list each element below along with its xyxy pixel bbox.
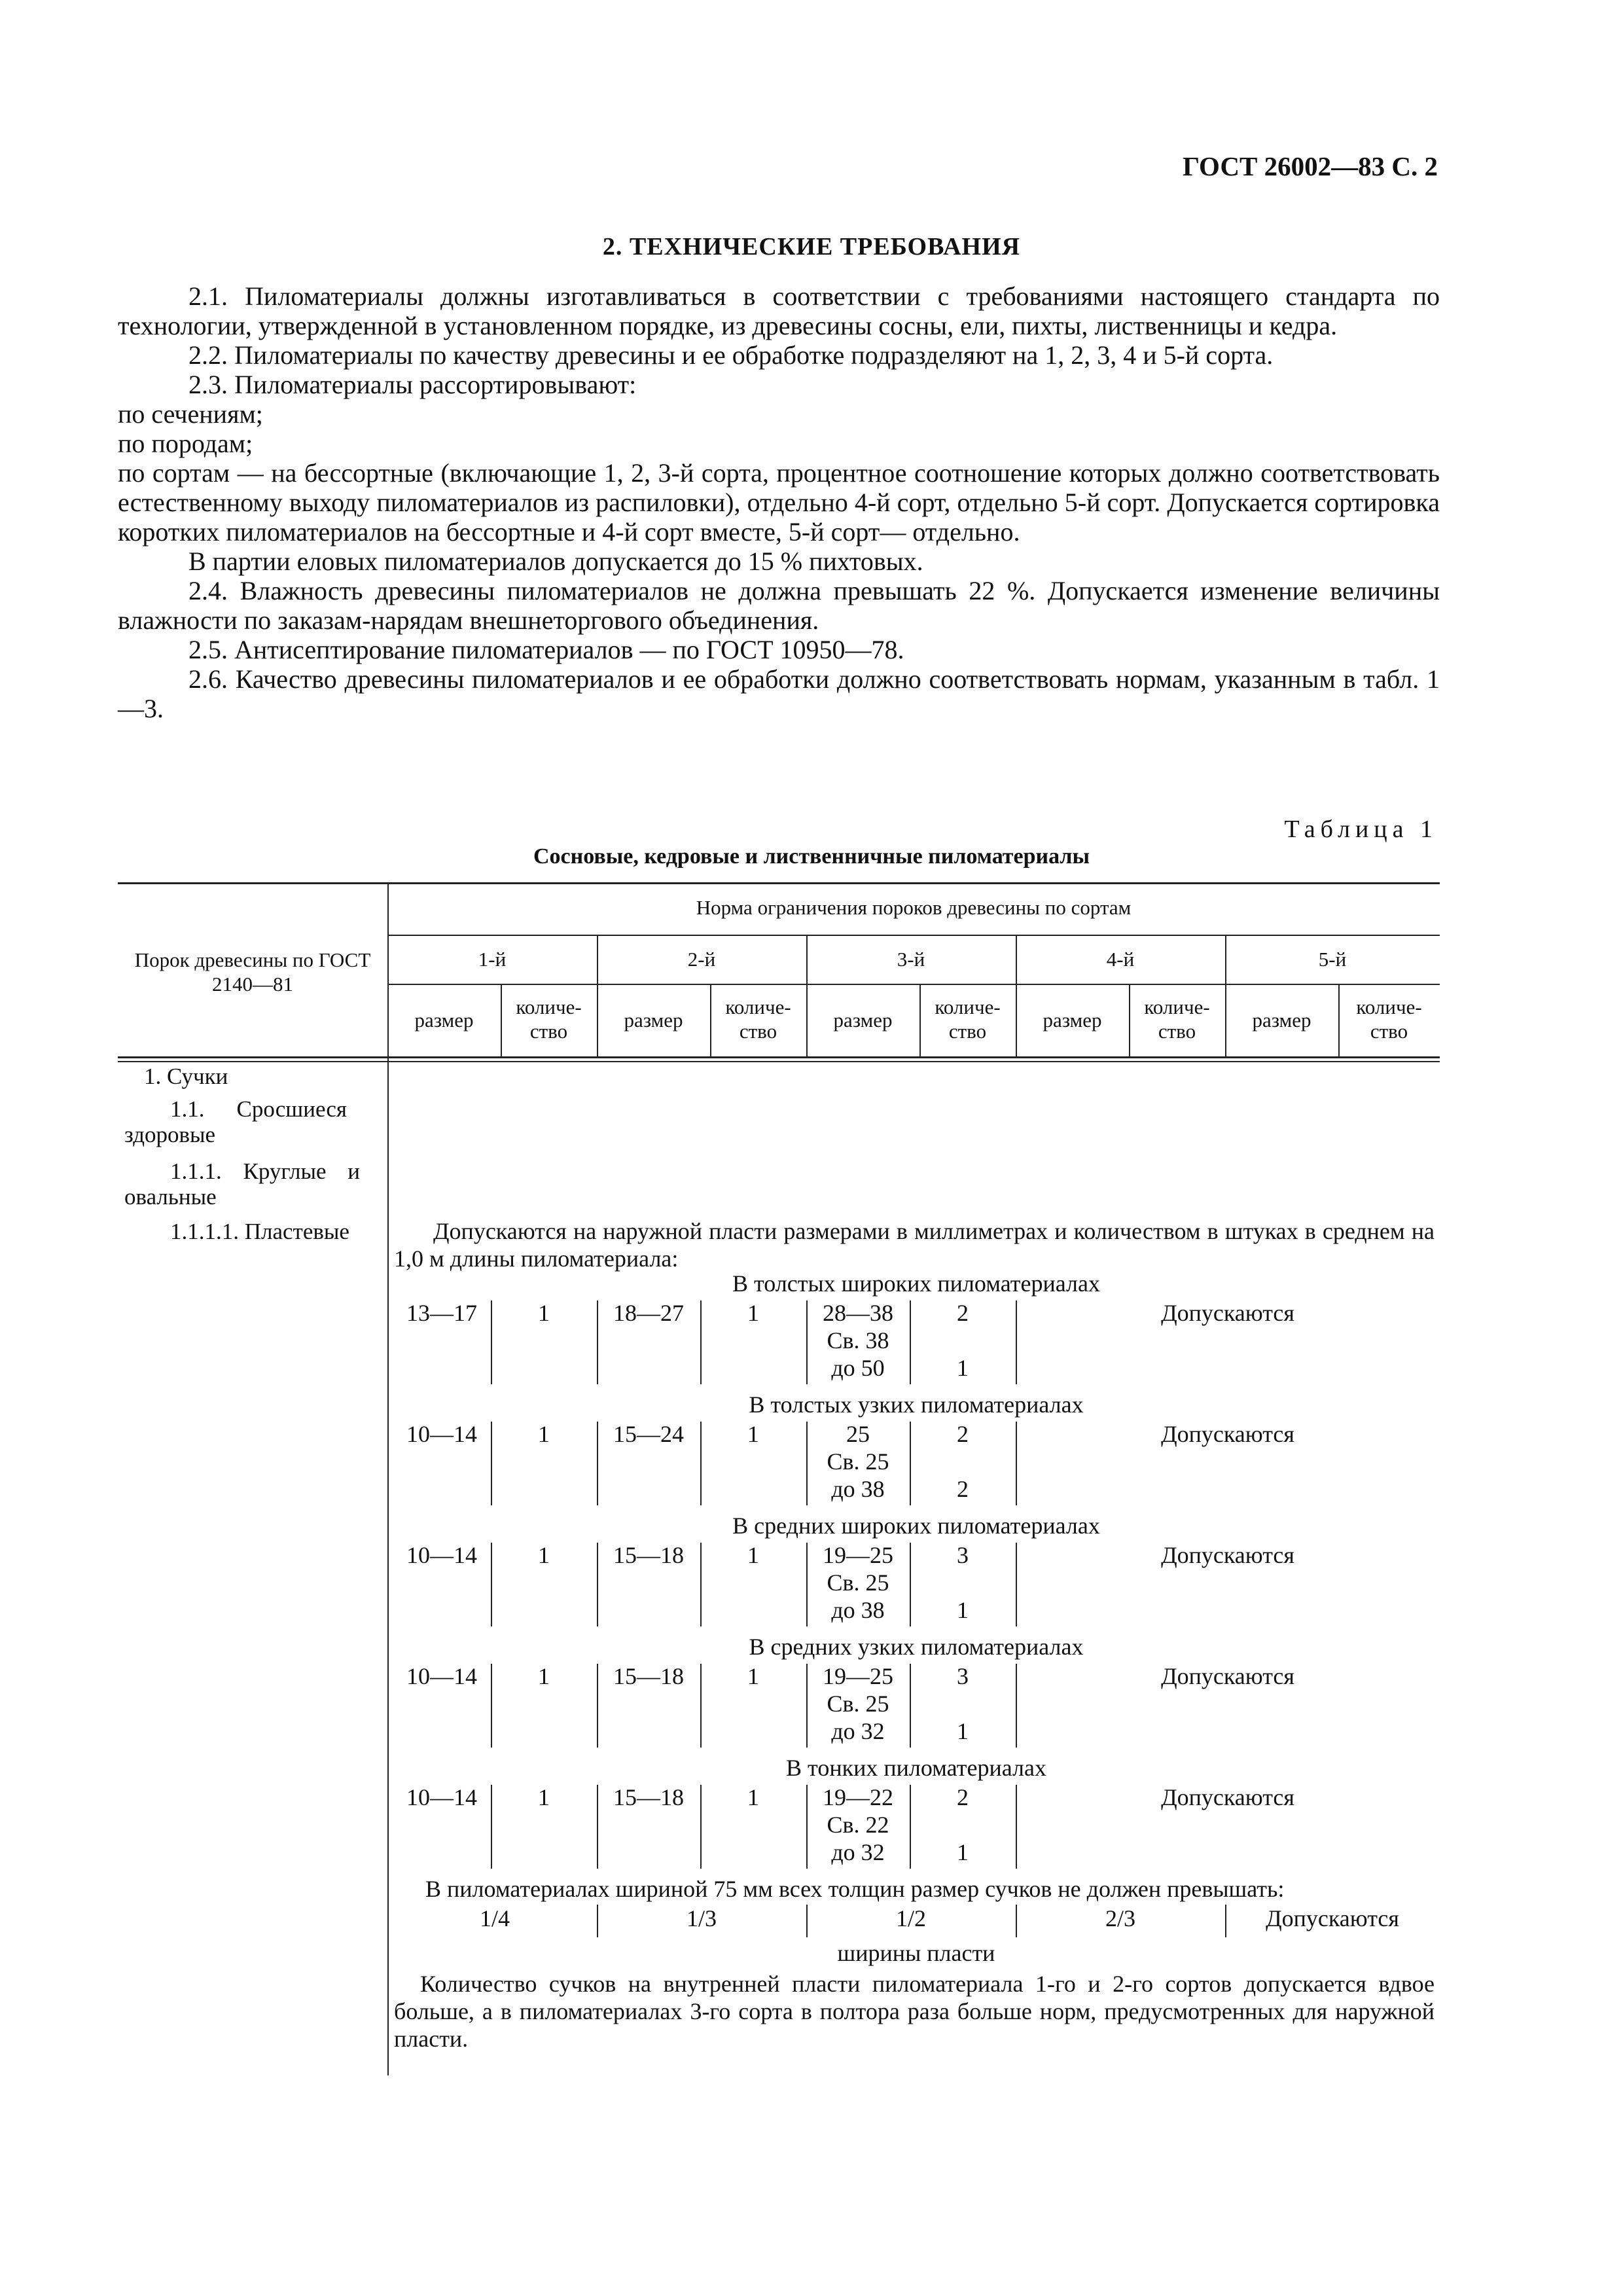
- grade3-count: 2: [957, 1421, 969, 1447]
- grade2-size: 18—27: [613, 1300, 684, 1326]
- grade-header: 5-й: [1318, 948, 1347, 971]
- spruce-batch-note: В партии еловых пиломатериалов допускается до 15 % пихтовых.: [188, 547, 923, 576]
- grades-4-5-value: Допускаются: [1161, 1663, 1294, 1689]
- width75-text: В пиломатериалах шириной 75 мм всех толщин размер сучков не должен превышать:: [425, 1876, 1285, 1902]
- group-title: В толстых широких пиломатериалах: [732, 1270, 1100, 1297]
- count-header: количе-ство: [1356, 996, 1422, 1043]
- grade2-count: 1: [747, 1663, 759, 1689]
- grade3-count: 2: [957, 1476, 969, 1502]
- norm-rule: [387, 935, 1440, 936]
- grade3-size: 19—25: [823, 1663, 893, 1689]
- grade3-count: 1: [957, 1355, 969, 1381]
- document-reference: ГОСТ 26002—83 С. 2: [1182, 151, 1438, 181]
- count-header: количе-ство: [935, 996, 1001, 1043]
- grade3-size: Св. 38: [827, 1327, 889, 1354]
- grade1-size: 10—14: [406, 1784, 477, 1810]
- grade2-size: 15—18: [613, 1663, 684, 1689]
- defect-item: 1.1.1. Круглые и овальные: [124, 1158, 360, 1210]
- grade1-count: 1: [538, 1663, 550, 1689]
- grade1-size: 10—14: [406, 1421, 477, 1447]
- grade3-count: 1: [957, 1718, 969, 1744]
- size-header: размер: [624, 1009, 683, 1031]
- paragraph-2-4: 2.4. Влажность древесины пиломатериалов не должна превышать 22 %. Допускается изменение величины влажности по заказам-нарядам внешнеторгового объединения.: [118, 576, 1440, 635]
- grade3-size: 19—22: [823, 1784, 893, 1810]
- width75-value: 1/2: [895, 1905, 926, 1931]
- grade3-size: Св. 25: [827, 1448, 889, 1475]
- grade3-count: 2: [957, 1784, 969, 1810]
- defect-col-divider: [387, 882, 389, 2075]
- grade2-count: 1: [747, 1300, 759, 1326]
- size-header: размер: [414, 1009, 474, 1031]
- grade1-size: 10—14: [406, 1663, 477, 1689]
- grade2-count: 1: [747, 1542, 759, 1568]
- grades-4-5-value: Допускаются: [1161, 1300, 1294, 1326]
- grade-header: 4-й: [1106, 948, 1135, 971]
- width75-value: 1/3: [686, 1905, 717, 1931]
- grades-4-5-value: Допускаются: [1161, 1542, 1294, 1568]
- norm-header: Норма ограничения пороков древесины по сортам: [696, 896, 1132, 919]
- grade3-size: до 38: [831, 1476, 885, 1502]
- header-bottom-rule-2: [118, 1061, 1440, 1062]
- grade3-count: 3: [957, 1663, 969, 1689]
- defect-item: 1. Сучки: [144, 1064, 228, 1089]
- size-header: размер: [833, 1009, 893, 1031]
- count-header: количе-ство: [1144, 996, 1210, 1043]
- grade1-count: 1: [538, 1300, 550, 1326]
- width75-footer: ширины пласти: [837, 1940, 995, 1966]
- group-title: В средних узких пиломатериалах: [749, 1634, 1084, 1660]
- grade-header: 1-й: [478, 948, 507, 971]
- grade3-count: 3: [957, 1542, 969, 1568]
- table-top-rule: [118, 882, 1440, 884]
- grade1-size: 10—14: [406, 1542, 477, 1568]
- grade3-size: 28—38: [823, 1300, 893, 1326]
- grades-4-5-value: Допускаются: [1161, 1421, 1294, 1447]
- grade2-size: 15—18: [613, 1784, 684, 1810]
- sort-by-sections: по сечениям;: [118, 399, 263, 429]
- grade3-size: Св. 22: [827, 1812, 889, 1838]
- sort-by-grades: по сортам — на бессортные (включающие 1, 2, 3-й сорта, процентное соотношение которых должно соответствовать естественному выходу пиломатериалов из распиловки), отдельно 4-й сорт, отдельно 5-й сорт. Допускается сортировка коротких пиломатериалов на бессортные и 4-й сорт вместе, 5-й сорт— отдельно.: [118, 458, 1440, 547]
- grade2-count: 1: [747, 1784, 759, 1810]
- defect-item: 1.1. Сросшиеся здоровые: [124, 1096, 347, 1147]
- group-title: В средних широких пиломатериалах: [732, 1513, 1100, 1539]
- inner-face-note: Количество сучков на внутренней пласти пиломатериала 1-го и 2-го сортов допускается вдвое больше, а в пиломатериалах 3-го сорта в полтора раза больше норм, предусмотренных для наружной пласти.: [394, 1971, 1435, 2052]
- grade3-count: 1: [957, 1839, 969, 1865]
- intro-text: Допускаются на наружной пласти размерами в миллиметрах и количеством в штуках в среднем на 1,0 м длины пиломатериала:: [394, 1218, 1435, 1272]
- group-title: В толстых узких пиломатериалах: [749, 1391, 1084, 1418]
- grade1-size: 13—17: [406, 1300, 477, 1326]
- grade3-size: Св. 25: [827, 1691, 889, 1717]
- grade-rule: [387, 984, 1440, 985]
- grade3-count: 2: [957, 1300, 969, 1326]
- grade3-size: Св. 25: [827, 1570, 889, 1596]
- width75-value: 1/4: [479, 1905, 510, 1931]
- sort-by-species: по породам;: [118, 429, 253, 458]
- grades-4-5-value: Допускаются: [1161, 1784, 1294, 1810]
- table-caption: Таблица 1: [1284, 816, 1438, 843]
- grade3-size: до 32: [831, 1718, 885, 1744]
- grade3-size: до 32: [831, 1839, 885, 1865]
- grade3-count: 1: [957, 1597, 969, 1623]
- size-header: размер: [1043, 1009, 1102, 1031]
- grade1-count: 1: [538, 1784, 550, 1810]
- grade-header: 3-й: [897, 948, 925, 971]
- section-title: 2. ТЕХНИЧЕСКИЕ ТРЕБОВАНИЯ: [602, 233, 1021, 260]
- paragraph-2-5: 2.5. Антисептирование пиломатериалов — по ГОСТ 10950—78.: [188, 635, 904, 664]
- grade3-size: 19—25: [823, 1542, 893, 1568]
- requirements-text: [118, 281, 1440, 723]
- width75-value: Допускаются: [1266, 1905, 1399, 1931]
- defect-column-header: Порок древесины по ГОСТ 2140—81: [134, 948, 371, 996]
- grade3-size: 25: [846, 1421, 870, 1447]
- grade2-count: 1: [747, 1421, 759, 1447]
- grade3-size: до 38: [831, 1597, 885, 1623]
- defect-item: 1.1.1.1. Пластевые: [170, 1219, 349, 1244]
- count-header: количе-ство: [725, 996, 791, 1043]
- paragraph-2-2: 2.2. Пиломатериалы по качеству древесины и ее обработке подразделяют на 1, 2, 3, 4 и 5-й сорта.: [188, 340, 1274, 370]
- table-title: Сосновые, кедровые и лиственничные пиломатериалы: [533, 844, 1090, 869]
- paragraph-2-1: 2.1. Пиломатериалы должны изготавливаться в соответствии с требованиями настоящего стандарта по технологии, утвержденной в установленном порядке, из древесины сосны, ели, пихты, лиственницы и кедра.: [118, 281, 1440, 340]
- grade2-size: 15—24: [613, 1421, 684, 1447]
- count-header: количе-ство: [516, 996, 582, 1043]
- paragraph-2-3: 2.3. Пиломатериалы рассортировывают:: [188, 370, 637, 399]
- paragraph-2-6: 2.6. Качество древесины пиломатериалов и ее обработки должно соответствовать нормам, указанным в табл. 1—3.: [118, 664, 1440, 723]
- size-header: размер: [1252, 1009, 1311, 1031]
- width75-value: 2/3: [1105, 1905, 1135, 1931]
- grade1-count: 1: [538, 1542, 550, 1568]
- grade1-count: 1: [538, 1421, 550, 1447]
- group-title: В тонких пиломатериалах: [786, 1755, 1046, 1781]
- grade2-size: 15—18: [613, 1542, 684, 1568]
- grade-header: 2-й: [687, 948, 716, 971]
- header-bottom-rule: [118, 1056, 1440, 1058]
- grade3-size: до 50: [831, 1355, 885, 1381]
